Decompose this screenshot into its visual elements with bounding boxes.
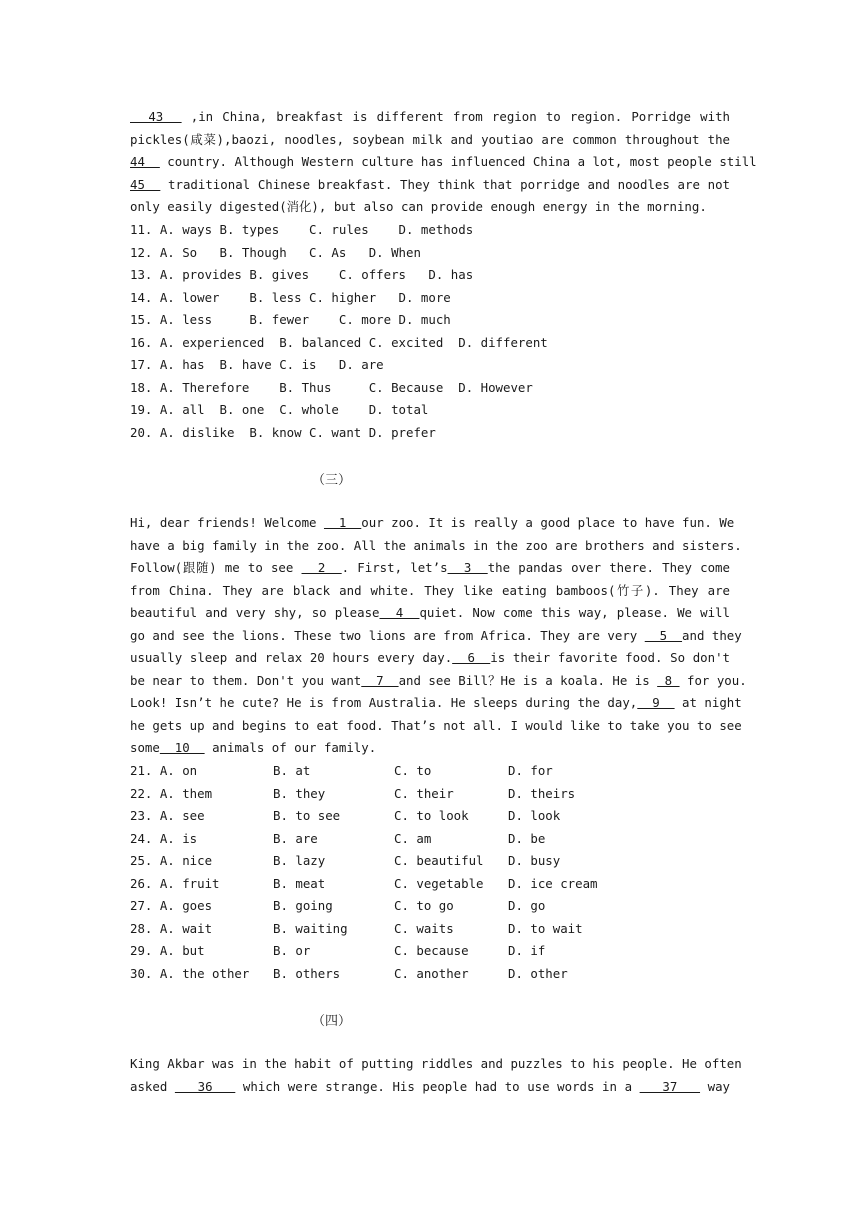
question-option: D. if: [508, 943, 546, 958]
question-item: 16. A. experienced B. balanced C. excited D. different: [130, 334, 548, 350]
blank-marker: 43: [130, 109, 182, 124]
passage-line: [130, 154, 757, 170]
blank-marker: 3: [447, 560, 488, 575]
passage-text: ,in China, breakfast is different from region to region. Porridge with: [181, 109, 730, 124]
question-option: B. going: [273, 898, 333, 913]
passage-line: be near to them. Don't you want 7 and see Bill？He is a koala. He is 8 for you.: [130, 672, 747, 688]
question-item: 14. A. lower B. less C. higher D. more: [130, 289, 451, 305]
question-option: B. meat: [273, 875, 326, 891]
blank-marker: 8: [657, 672, 680, 688]
question-item: 17. A. has B. have C. is D. are: [130, 357, 384, 372]
blank-marker: 10: [159, 740, 205, 755]
question-option: D. busy: [508, 853, 561, 868]
question-option: C. waits: [394, 920, 454, 936]
passage-line: [130, 199, 730, 215]
question-option: B. they: [273, 785, 326, 801]
question-option-a: 22. A. them: [130, 785, 213, 801]
question-option: C. vegetable: [394, 875, 484, 891]
question-option: D. other: [508, 965, 568, 981]
question-option: B. or: [273, 943, 311, 958]
blank-marker: 44: [130, 154, 160, 170]
question-option: D. go: [508, 898, 546, 913]
passage-line: usually sleep and relax 20 hours every day. 6 is their favorite food. So don't: [130, 650, 730, 665]
question-option-a: 25. A. nice: [130, 853, 213, 868]
passage-line: he gets up and begins to eat food. That’s not all. I would like to take you to see: [130, 717, 742, 733]
passage-line: Hi, dear friends! Welcome 1 our zoo. It is really a good place to have fun. We: [130, 515, 735, 530]
question-option: C. to look: [394, 808, 469, 823]
question-item: 19. A. all B. one C. whole D. total: [130, 402, 429, 417]
question-option: D. ice cream: [508, 875, 598, 891]
question-option: C. because: [394, 943, 469, 958]
blank-marker: 2: [301, 560, 342, 575]
question-option-a: 21. A. on: [130, 763, 198, 778]
question-option-a: 29. A. but: [130, 943, 205, 958]
section-heading: （三）: [312, 473, 352, 488]
blank-marker: 9: [637, 695, 675, 710]
question-option: C. to: [394, 763, 432, 778]
blank-marker: 45: [130, 176, 161, 192]
passage-line: Look! Isn’t he cute? He is from Australia. He sleeps during the day, 9 at night: [130, 695, 742, 710]
question-option: C. to go: [394, 898, 454, 913]
question-option: B. to see: [273, 808, 341, 823]
passage-line: King Akbar was in the habit of putting riddles and puzzles to his people. He often: [130, 1056, 742, 1071]
passage-line: go and see the lions. These two lions are from Africa. They are very 5 and they: [130, 627, 742, 643]
blank-marker: 6: [452, 650, 491, 665]
question-item: 20. A. dislike B. know C. want D. prefer: [130, 424, 436, 440]
passage-text: country. Although Western culture has influenced China a lot, most people still: [159, 154, 757, 170]
blank-marker: 1: [323, 515, 362, 530]
passage-line: [130, 109, 730, 125]
passage-text: only easily digested(消化), but also can provide enough energy in the morning.: [130, 199, 707, 215]
question-item: 11. A. ways B. types C. rules D. methods: [130, 222, 474, 237]
passage-line: [130, 177, 730, 193]
blank-marker: 36: [174, 1078, 236, 1094]
question-item: 15. A. less B. fewer C. more D. much: [130, 312, 451, 327]
question-option: B. at: [273, 763, 311, 778]
question-option: C. am: [394, 830, 432, 846]
passage-line: asked 36 which were strange. His people had to use words in a 37 way: [130, 1078, 730, 1094]
question-option: B. lazy: [273, 853, 326, 868]
question-option: C. beautiful: [394, 853, 484, 868]
passage-line: [130, 132, 730, 148]
question-option: D. look: [508, 808, 561, 823]
passage-line: Follow(跟随) me to see 2 . First, let’s 3 the pandas over there. They come: [130, 560, 730, 575]
question-option: D. be: [508, 830, 546, 846]
passage-line: from China. They are black and white. They like eating bamboos(竹子). They are: [130, 582, 730, 598]
question-option-a: 30. A. the other: [130, 965, 250, 981]
question-item: 18. A. Therefore B. Thus C. Because D. However: [130, 379, 533, 395]
blank-marker: 7: [361, 672, 399, 688]
question-option-a: 26. A. fruit: [130, 875, 220, 891]
passage-line: beautiful and very shy, so please 4 quiet. Now come this way, please. We will: [130, 605, 730, 620]
blank-marker: 5: [644, 627, 683, 643]
question-option-a: 27. A. goes: [130, 898, 213, 913]
question-option: C. their: [394, 785, 454, 801]
question-option-a: 24. A. is: [130, 830, 198, 846]
question-item: 12. A. So B. Though C. As D. When: [130, 244, 421, 260]
question-option-a: 28. A. wait: [130, 920, 213, 936]
question-option: C. another: [394, 965, 469, 981]
passage-text: traditional Chinese breakfast. They think that porridge and noodles are not: [160, 176, 730, 192]
blank-marker: 37: [639, 1078, 701, 1094]
question-option: D. for: [508, 763, 553, 778]
question-option: D. theirs: [508, 785, 576, 801]
question-option: B. are: [273, 830, 318, 846]
question-option: B. others: [273, 965, 341, 981]
blank-marker: 4: [379, 605, 420, 620]
section-heading: （四）: [312, 1014, 352, 1029]
question-option: D. to wait: [508, 920, 583, 936]
passage-text: pickles(咸菜),baozi, noodles, soybean milk and youtiao are common throughout the: [130, 131, 730, 147]
passage-line: have a big family in the zoo. All the animals in the zoo are brothers and sisters.: [130, 537, 742, 553]
passage-line: some 10 animals of our family.: [130, 740, 377, 755]
question-option: B. waiting: [273, 920, 348, 936]
question-option-a: 23. A. see: [130, 808, 205, 823]
question-item: 13. A. provides B. gives C. offers D. has: [130, 267, 474, 282]
